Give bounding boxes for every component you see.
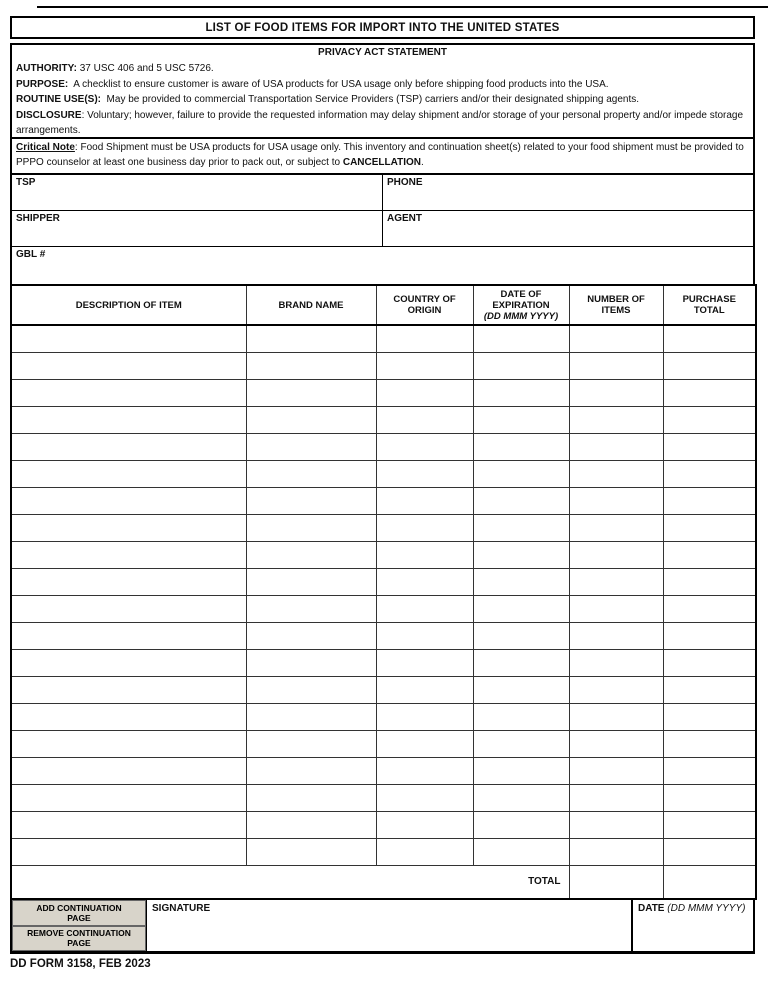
table-row: [11, 487, 756, 514]
disclosure-text: : Voluntary; however, failure to provide the requested information may delay shipment and/or storage of your personal property and/or impede storage arrangements.: [16, 109, 746, 136]
disclosure-statement: [16, 108, 749, 139]
table-cell[interactable]: [376, 676, 473, 703]
table-cell[interactable]: [246, 703, 376, 730]
agent-field[interactable]: [382, 211, 753, 246]
continuation-buttons: [12, 900, 147, 951]
authority-statement: [16, 61, 749, 77]
table-cell[interactable]: [569, 460, 663, 487]
table-cell[interactable]: [663, 460, 756, 487]
table-cell[interactable]: [246, 838, 376, 865]
table-header: [11, 285, 756, 325]
col-header-country: [376, 285, 473, 325]
table-cell[interactable]: [246, 649, 376, 676]
table-cell[interactable]: [569, 379, 663, 406]
table-cell[interactable]: [246, 352, 376, 379]
gbl-number-label: GBL #: [16, 249, 46, 260]
table-cell[interactable]: [663, 811, 756, 838]
table-cell[interactable]: [569, 676, 663, 703]
table-cell[interactable]: [376, 811, 473, 838]
table-cell[interactable]: [663, 838, 756, 865]
table-cell[interactable]: [11, 325, 246, 352]
table-cell[interactable]: [11, 811, 246, 838]
table-cell[interactable]: [663, 541, 756, 568]
form-number: DD FORM 3158, FEB 2023: [10, 958, 151, 970]
col-header-country-line1: COUNTRY OF: [393, 294, 456, 305]
table-row: [11, 757, 756, 784]
food-items-table: [10, 284, 757, 900]
agent-label: AGENT: [387, 213, 422, 224]
col-header-description-text: DESCRIPTION OF ITEM: [75, 299, 182, 311]
table-row: [11, 541, 756, 568]
shipper-field[interactable]: [12, 211, 382, 246]
form-title-box: [10, 16, 755, 39]
phone-field[interactable]: [382, 175, 753, 210]
table-cell[interactable]: [473, 622, 569, 649]
table-cell[interactable]: [569, 514, 663, 541]
table-cell[interactable]: [473, 487, 569, 514]
table-row: [11, 676, 756, 703]
col-header-expiration-line2: EXPIRATION: [492, 299, 550, 311]
table-cell[interactable]: [663, 622, 756, 649]
table-cell[interactable]: [246, 541, 376, 568]
col-header-items-line2: ITEMS: [601, 305, 631, 316]
table-cell[interactable]: [473, 676, 569, 703]
col-header-brand-text: BRAND NAME: [278, 299, 344, 311]
table-cell[interactable]: [376, 595, 473, 622]
table-cell[interactable]: [569, 811, 663, 838]
table-row: [11, 352, 756, 379]
table-cell[interactable]: [569, 757, 663, 784]
table-row: [11, 811, 756, 838]
table-cell[interactable]: [246, 433, 376, 460]
table-cell[interactable]: [663, 649, 756, 676]
table-cell[interactable]: [473, 811, 569, 838]
col-header-country-line2: ORIGIN: [407, 305, 442, 316]
critical-note-text: : Food Shipment must be USA products for USA usage only. This inventory and continuation sheet(s) related to your food shipment must be provided to PPPO counselor at least one business day prior to pack out, or subject to: [16, 142, 744, 168]
table-cell[interactable]: [11, 649, 246, 676]
table-cell[interactable]: [376, 757, 473, 784]
table-cell[interactable]: [473, 352, 569, 379]
tsp-phone-row: [12, 175, 753, 211]
col-header-expiration: [473, 285, 569, 325]
purpose-label: PURPOSE:: [16, 78, 69, 90]
table-cell[interactable]: [376, 406, 473, 433]
table-cell[interactable]: [11, 487, 246, 514]
shipper-label: SHIPPER: [16, 213, 60, 224]
table-cell[interactable]: [569, 541, 663, 568]
table-cell[interactable]: [569, 838, 663, 865]
table-cell[interactable]: [473, 406, 569, 433]
routine-use-statement: [16, 92, 749, 108]
table-cell[interactable]: [11, 703, 246, 730]
col-header-items: [569, 285, 663, 325]
table-row: [11, 649, 756, 676]
table-cell[interactable]: [376, 649, 473, 676]
shipper-agent-row: [12, 211, 753, 247]
table-row: [11, 595, 756, 622]
critical-note-period: .: [421, 156, 424, 168]
table-cell[interactable]: [376, 514, 473, 541]
table-row: [11, 784, 756, 811]
table-cell[interactable]: [11, 784, 246, 811]
col-header-brand: [246, 285, 376, 325]
table-cell[interactable]: [376, 541, 473, 568]
table-cell[interactable]: [569, 703, 663, 730]
table-cell[interactable]: [569, 784, 663, 811]
table-cell[interactable]: [376, 784, 473, 811]
table-cell[interactable]: [473, 838, 569, 865]
table-cell[interactable]: [246, 730, 376, 757]
table-cell[interactable]: [11, 757, 246, 784]
table-cell[interactable]: [11, 406, 246, 433]
table-row: [11, 622, 756, 649]
table-cell[interactable]: [246, 325, 376, 352]
tsp-label: TSP: [16, 177, 36, 188]
table-row: [11, 730, 756, 757]
table-cell[interactable]: [663, 406, 756, 433]
table-row: [11, 406, 756, 433]
table-cell[interactable]: [376, 487, 473, 514]
table-cell[interactable]: [473, 379, 569, 406]
table-cell[interactable]: [663, 379, 756, 406]
critical-note-box: [10, 137, 755, 175]
authority-text: 37 USC 406 and 5 USC 5726.: [76, 63, 214, 74]
table-cell[interactable]: [11, 595, 246, 622]
table-body: [11, 325, 756, 865]
table-cell[interactable]: [246, 460, 376, 487]
table-cell[interactable]: [663, 514, 756, 541]
col-header-expiration-line1: DATE OF: [500, 288, 542, 300]
page-top-edge-line: [37, 6, 768, 8]
table-cell[interactable]: [663, 784, 756, 811]
table-cell[interactable]: [11, 514, 246, 541]
table-cell[interactable]: [473, 460, 569, 487]
table-row: [11, 703, 756, 730]
table-cell[interactable]: [246, 784, 376, 811]
table-row: [11, 379, 756, 406]
gbl-number-field[interactable]: [12, 247, 753, 284]
table-cell[interactable]: [663, 757, 756, 784]
table-cell[interactable]: [569, 730, 663, 757]
table-cell[interactable]: [569, 406, 663, 433]
table-cell[interactable]: [473, 568, 569, 595]
privacy-act-statement-box: [10, 43, 755, 139]
table-row: [11, 514, 756, 541]
col-header-items-line1: NUMBER OF: [587, 294, 645, 305]
table-row: [11, 568, 756, 595]
table-cell[interactable]: [11, 433, 246, 460]
table-cell[interactable]: [376, 622, 473, 649]
table-cell[interactable]: [473, 541, 569, 568]
table-cell[interactable]: [11, 352, 246, 379]
critical-note-label: Critical Note: [16, 142, 75, 153]
table-cell[interactable]: [11, 568, 246, 595]
table-cell[interactable]: [246, 568, 376, 595]
table-cell[interactable]: [663, 730, 756, 757]
cancellation-emphasis: CANCELLATION: [342, 156, 421, 168]
dd-form-3158: [10, 16, 755, 970]
table-cell[interactable]: [11, 622, 246, 649]
table-cell[interactable]: [376, 730, 473, 757]
table-row: [11, 325, 756, 352]
table-cell[interactable]: [246, 811, 376, 838]
remove-continuation-page-button[interactable]: REMOVE CONTINUATION PAGE: [12, 926, 146, 952]
table-cell[interactable]: [473, 595, 569, 622]
table-cell[interactable]: [376, 325, 473, 352]
table-cell[interactable]: [473, 730, 569, 757]
table-cell[interactable]: [376, 460, 473, 487]
table-cell[interactable]: [246, 487, 376, 514]
table-cell[interactable]: [376, 379, 473, 406]
purpose-statement: [16, 77, 749, 93]
table-cell[interactable]: [246, 406, 376, 433]
table-cell[interactable]: [569, 568, 663, 595]
table-cell[interactable]: [569, 649, 663, 676]
date-label: DATE: [638, 903, 665, 914]
table-cell[interactable]: [663, 568, 756, 595]
table-cell[interactable]: [569, 433, 663, 460]
table-cell[interactable]: [473, 784, 569, 811]
total-purchase-cell[interactable]: [663, 865, 756, 899]
table-cell[interactable]: [569, 487, 663, 514]
disclosure-label: DISCLOSURE: [16, 109, 82, 121]
add-continuation-page-button[interactable]: ADD CONTINUATION PAGE: [12, 900, 146, 926]
total-number-of-items-cell[interactable]: [569, 865, 663, 899]
table-cell[interactable]: [11, 730, 246, 757]
table-cell[interactable]: [11, 379, 246, 406]
contact-section: [10, 173, 755, 286]
date-format-hint: (DD MMM YYYY): [667, 903, 746, 914]
table-cell[interactable]: [11, 838, 246, 865]
col-header-total-line2: TOTAL: [693, 305, 725, 316]
table-cell[interactable]: [663, 595, 756, 622]
table-cell[interactable]: [569, 622, 663, 649]
signature-label: SIGNATURE: [152, 903, 211, 914]
table-cell[interactable]: [663, 325, 756, 352]
routine-use-text: May be provided to commercial Transportation Service Providers (TSP) carriers and/or their designated shipping agents.: [101, 94, 640, 105]
table-cell[interactable]: [11, 676, 246, 703]
table-row: [11, 433, 756, 460]
table-cell[interactable]: [663, 433, 756, 460]
privacy-act-heading: PRIVACY ACT STATEMENT: [318, 47, 447, 58]
col-header-total-line1: PURCHASE: [682, 294, 736, 305]
authority-label: AUTHORITY:: [16, 63, 77, 74]
table-cell[interactable]: [376, 433, 473, 460]
signature-field[interactable]: [147, 900, 631, 951]
table-cell[interactable]: [473, 514, 569, 541]
table-cell[interactable]: [569, 325, 663, 352]
col-header-expiration-format: (DD MMM YYYY): [483, 310, 559, 322]
col-header-total: [663, 285, 756, 325]
table-cell[interactable]: [473, 757, 569, 784]
purpose-text: A checklist to ensure customer is aware of USA products for USA usage only before shipping food products into the USA.: [68, 78, 609, 90]
table-cell[interactable]: [376, 838, 473, 865]
col-header-description: [11, 285, 246, 325]
table-cell[interactable]: [246, 757, 376, 784]
table-cell[interactable]: [663, 676, 756, 703]
table-cell[interactable]: [246, 514, 376, 541]
table-cell[interactable]: [246, 676, 376, 703]
total-row: [11, 865, 756, 899]
form-title: LIST OF FOOD ITEMS FOR IMPORT INTO THE UNITED STATES: [205, 21, 560, 34]
table-cell[interactable]: [376, 568, 473, 595]
table-cell[interactable]: [473, 703, 569, 730]
table-cell[interactable]: [246, 595, 376, 622]
total-label: TOTAL: [11, 865, 569, 899]
table-cell[interactable]: [473, 649, 569, 676]
table-cell[interactable]: [663, 487, 756, 514]
table-cell[interactable]: [473, 325, 569, 352]
table-cell[interactable]: [376, 352, 473, 379]
table-cell[interactable]: [663, 703, 756, 730]
table-cell[interactable]: [376, 703, 473, 730]
phone-label: PHONE: [387, 177, 423, 188]
table-cell[interactable]: [11, 460, 246, 487]
gbl-row: [12, 247, 753, 284]
date-field[interactable]: [631, 900, 757, 951]
table-cell[interactable]: [569, 595, 663, 622]
table-cell[interactable]: [11, 541, 246, 568]
table-cell[interactable]: [569, 352, 663, 379]
tsp-field[interactable]: [12, 175, 382, 210]
table-cell[interactable]: [473, 433, 569, 460]
table-cell[interactable]: [246, 622, 376, 649]
table-cell[interactable]: [246, 379, 376, 406]
table-footer: [11, 865, 756, 899]
table-row: [11, 838, 756, 865]
table-row: [11, 460, 756, 487]
table-cell[interactable]: [663, 352, 756, 379]
signature-section: [10, 898, 755, 954]
routine-use-label: ROUTINE USE(S):: [16, 94, 101, 105]
